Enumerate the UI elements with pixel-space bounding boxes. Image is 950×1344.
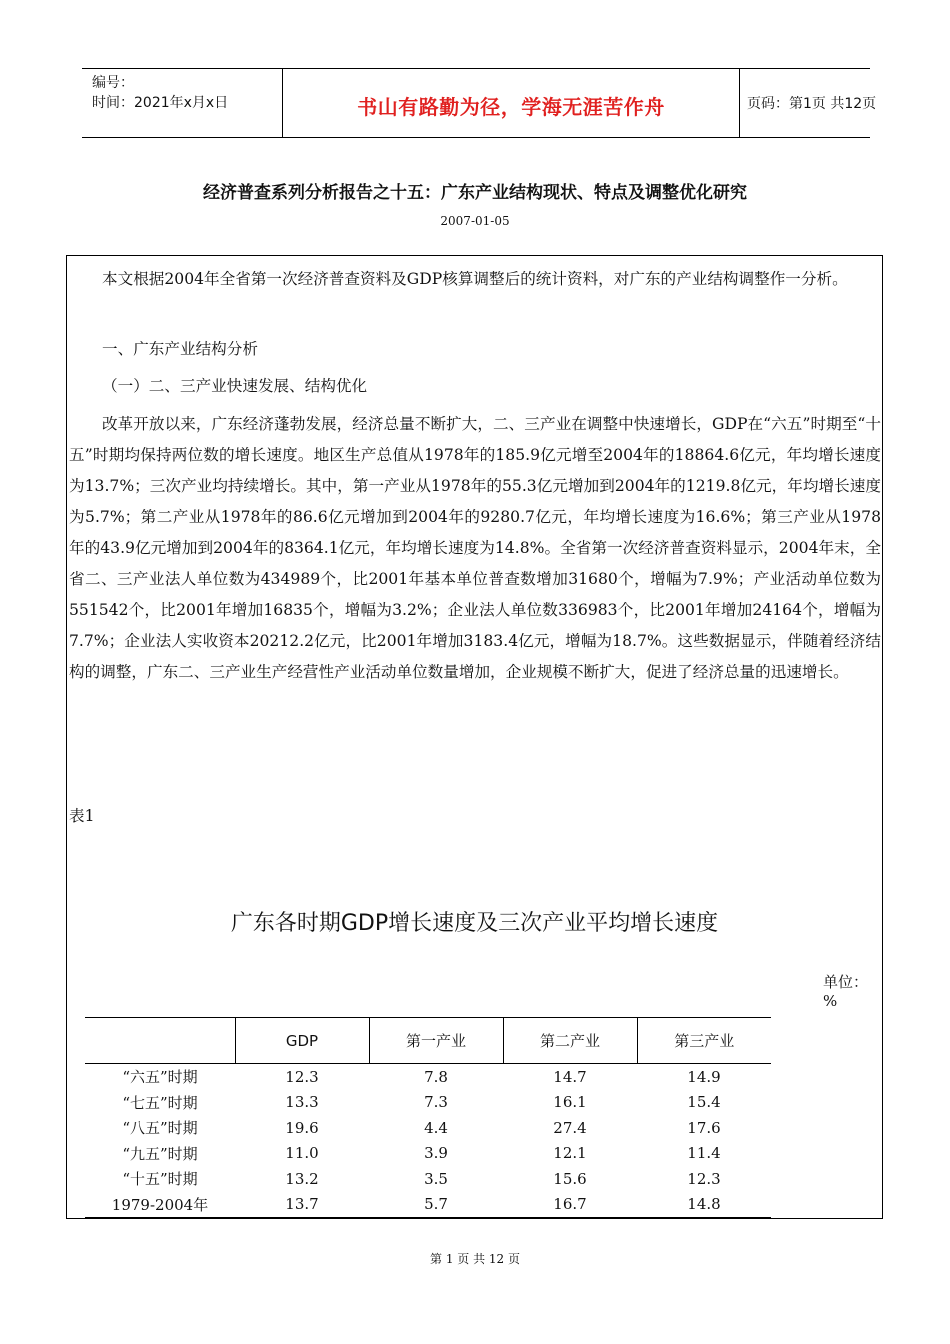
row-value-cell: 16.1 — [553, 1093, 587, 1112]
header-motto-cell — [282, 69, 740, 137]
table-header-cell: 第三产业 — [637, 1018, 771, 1064]
table-row — [85, 1115, 771, 1141]
row-period-cell: “十五”时期 — [122, 1170, 198, 1189]
row-value-cell: 5.7 — [369, 1192, 503, 1218]
subsection-heading: （一）二、三产业快速发展、结构优化 — [102, 377, 368, 395]
row-period-cell: “九五”时期 — [122, 1144, 198, 1163]
row-period-cell: 1979-2004年 — [85, 1192, 235, 1218]
time-label: 时间：2021年x月x日 — [92, 95, 229, 111]
table-body — [85, 1064, 771, 1218]
table-header-cell: GDP — [235, 1018, 369, 1064]
document-header — [82, 68, 877, 138]
row-value-cell: 14.7 — [553, 1067, 587, 1086]
row-value-cell: 19.6 — [285, 1118, 319, 1137]
table-row — [85, 1141, 771, 1167]
article-date: 2007-01-05 — [440, 214, 510, 228]
page-info: 页码：第1页 共12页 — [747, 96, 877, 112]
table-row — [85, 1166, 771, 1192]
row-value-cell: 13.3 — [285, 1093, 319, 1112]
row-value-cell: 15.6 — [553, 1169, 587, 1188]
row-value-cell: 16.7 — [503, 1192, 637, 1218]
table-header-cell — [85, 1018, 235, 1064]
serial-number-label: 编号： — [92, 75, 134, 91]
row-value-cell: 3.5 — [424, 1169, 448, 1188]
growth-rate-table — [85, 1017, 771, 1218]
header-page-cell — [739, 69, 877, 137]
row-value-cell: 7.8 — [424, 1067, 448, 1086]
row-value-cell: 12.3 — [687, 1169, 721, 1188]
row-value-cell: 14.8 — [637, 1192, 771, 1218]
row-value-cell: 12.1 — [553, 1144, 587, 1163]
row-value-cell: 12.3 — [285, 1067, 319, 1086]
row-value-cell: 14.9 — [687, 1067, 721, 1086]
table-label: 表1 — [69, 807, 95, 825]
section-heading: 一、广东产业结构分析 — [102, 340, 258, 358]
row-value-cell: 15.4 — [687, 1093, 721, 1112]
row-value-cell: 7.3 — [424, 1093, 448, 1112]
article-title: 经济普查系列分析报告之十五：广东产业结构现状、特点及调整优化研究 — [203, 183, 747, 203]
body-paragraph: 改革开放以来，广东经济蓬勃发展，经济总量不断扩大，二、三产业在调整中快速增长，GDP在“六五”时期至“十五”时期均保持两位数的增长速度。地区生产总值从1978年的185.9亿元增至2004年的18864.6亿元，年均增长速度为13.7%；三次产业均持续增长。其中，第一产业从1978年的55.3亿元增加到2004年的1219.8亿元，年均增长速度为5.7%；第二产业从1978年的86.6亿元增加到2004年的9280.7亿元，年均增长速度为16.6%；第三产业从1978年的43.9亿元增加到2004年的8364.1亿元，年均增长速度为14.8%。全省第一次经济普查资料显示，2004年末，全省二、三产业法人单位数为434989个，比2001年基本单位普查数增加31680个，增幅为7.9%；产业活动单位数为551542个，比2001年增加16835个，增幅为3.2%；企业法人单位数336983个，比2001年增加24164个，增幅为7.7%；企业法人实收资本20212.2亿元，比2001年增加3183.4亿元，增幅为18.7%。这些数据显示，伴随着经济结构的调整，广东二、三产业生产经营性产业活动单位数量增加，企业规模不断扩大，促进了经济总量的迅速增长。 — [69, 415, 881, 681]
table-unit: 单位：% — [823, 973, 869, 1010]
row-period-cell: “六五”时期 — [122, 1068, 198, 1087]
table-header-cell: 第一产业 — [369, 1018, 503, 1064]
row-value-cell: 11.4 — [687, 1144, 721, 1163]
row-value-cell: 3.9 — [424, 1144, 448, 1163]
row-value-cell: 13.2 — [285, 1169, 319, 1188]
table-header-row — [85, 1018, 771, 1064]
article-body-frame — [66, 255, 883, 1219]
row-period-cell: “七五”时期 — [122, 1093, 198, 1112]
row-value-cell: 13.7 — [235, 1192, 369, 1218]
header-meta — [82, 69, 282, 137]
intro-paragraph: 本文根据2004年全省第一次经济普查资料及GDP核算调整后的统计资料，对广东的产业结构调整作一分析。 — [102, 270, 848, 288]
row-value-cell: 4.4 — [424, 1118, 448, 1137]
table-row — [85, 1192, 771, 1218]
page-footer: 第 1 页 共 12 页 — [430, 1252, 520, 1266]
row-value-cell: 27.4 — [553, 1118, 587, 1137]
row-value-cell: 11.0 — [285, 1144, 319, 1163]
row-period-cell: “八五”时期 — [122, 1119, 198, 1138]
table-title: 广东各时期GDP增长速度及三次产业平均增长速度 — [230, 911, 719, 936]
table-row — [85, 1064, 771, 1090]
table-row — [85, 1090, 771, 1116]
table-header-cell: 第二产业 — [503, 1018, 637, 1064]
row-value-cell: 17.6 — [687, 1118, 721, 1137]
motto-text: 书山有路勤为径，学海无涯苦作舟 — [357, 95, 665, 119]
